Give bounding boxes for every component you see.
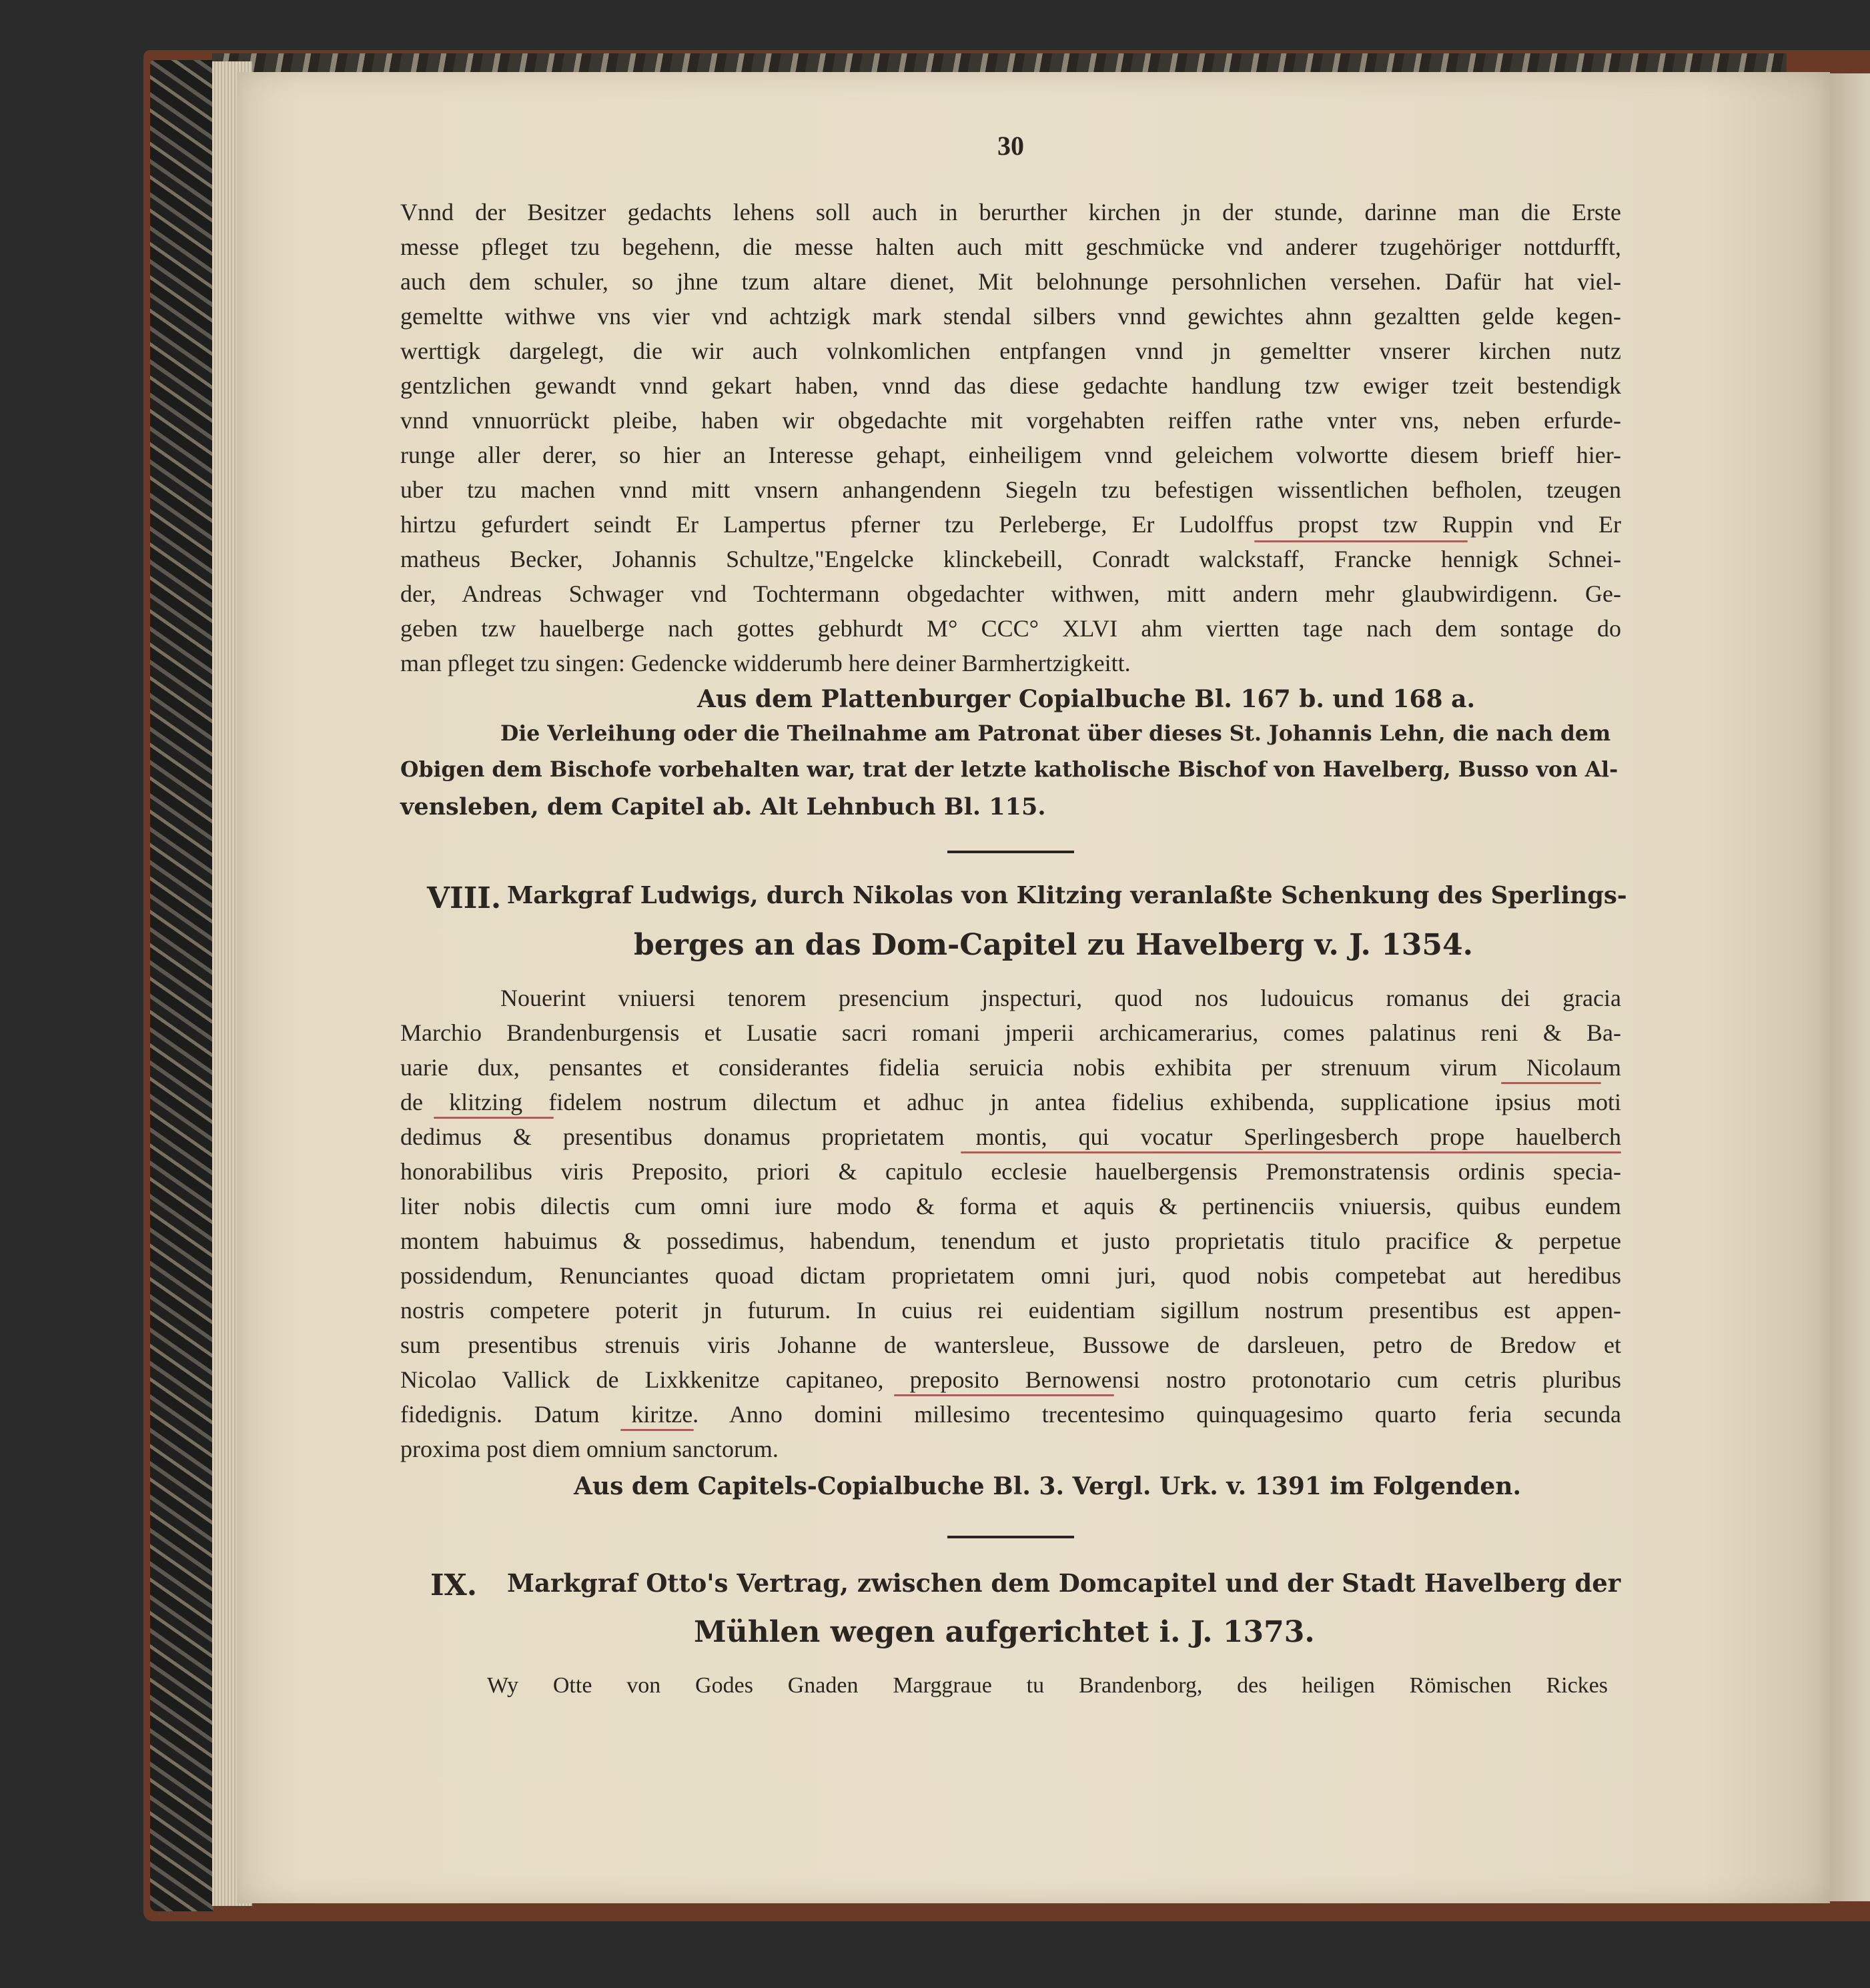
text-line: werttigk dargelegt, die wir auch volnkomlichen entpfangen vnnd jn gemeltter vnserer kirchen nutz: [400, 338, 1621, 364]
section-heading: Mühlen wegen aufgerichtet i. J. 1373.: [694, 1615, 1315, 1649]
note-line: vensleben, dem Capitel ab. Alt Lehnbuch Bl. 115.: [400, 793, 1046, 821]
text-line: sum presentibus strenuis viris Johanne de wantersleue, Bussowe de darsleuen, petro de Bredow et: [400, 1332, 1621, 1358]
text-line: vnnd vnnuorrückt pleibe, haben wir obgedachte mit vorgehabten reiffen rathe vnter vns, neben erfurde-: [400, 407, 1621, 434]
section-heading: berges an das Dom-Capitel zu Havelberg v. J. 1354.: [634, 928, 1473, 962]
text-line: nostris competere poterit jn futurum. In cuius rei euidentiam sigillum nostrum presentibus est appen-: [400, 1297, 1621, 1324]
text-line: matheus Becker, Johannis Schultze,"Engelcke klinckebeill, Conradt walckstaff, Francke hennigk Schnei-: [400, 546, 1621, 572]
marbled-top-edge: [212, 53, 1787, 72]
text-line: runge aller derer, so hier an Interesse gehapt, einheiligem vnnd geleichem volwortte diesem brieff hier-: [400, 442, 1621, 468]
pencil-underline: [894, 1394, 1114, 1396]
text-line: hirtzu gefurdert seindt Er Lampertus pferner tzu Perleberge, Er Ludolffus propst tzw Ruppin vnd Er: [400, 511, 1621, 538]
text-line: liter nobis dilectis cum omni iure modo & forma et aquis & pertinenciis vniuersis, quibus eundem: [400, 1193, 1621, 1219]
text-line: uarie dux, pensantes et considerantes fidelia seruicia nobis exhibita per strenuum virum Nicolaum: [400, 1054, 1621, 1081]
text-line: Nicolao Vallick de Lixkkenitze capitaneo, preposito Bernowensi nostro protonotario cum cetris pluribus: [400, 1366, 1621, 1393]
text-line: dedimus & presentibus donamus proprietatem montis, qui vocatur Sperlingesberch prope hauelberch: [400, 1123, 1621, 1150]
text-line: honorabilibus viris Preposito, priori & capitulo ecclesie hauelbergensis Premonstratensis ordinis specia-: [400, 1158, 1621, 1185]
source-citation: Aus dem Capitels-Copialbuche Bl. 3. Vergl. Urk. v. 1391 im Folgenden.: [574, 1472, 1522, 1500]
note-line: Obigen dem Bischofe vorbehalten war, trat der letzte katholische Bischof von Havelberg, Busso von Al-: [400, 757, 1618, 782]
text-line: man pfleget tzu singen: Gedencke widderumb here deiner Barmhertzigkeitt.: [400, 650, 1131, 676]
text-line: messe pfleget tzu begehenn, die messe halten auch mitt geschmücke vnd anderer tzugehöriger nottdurfft,: [400, 233, 1621, 260]
text-line: gentzlichen gewandt vnnd gekart haben, vnnd das diese gedachte handlung tzw ewiger tzeit bestendigk: [400, 372, 1621, 399]
text-line: Wy Otte von Godes Gnaden Marggraue tu Brandenborg, des heiligen Römischen Rickes: [487, 1673, 1608, 1698]
pencil-underline: [961, 1151, 1621, 1153]
section-heading: Markgraf Ludwigs, durch Nikolas von Klitzing veranlaßte Schenkung des Sperlings-: [507, 882, 1627, 909]
note-line: Die Verleihung oder die Theilnahme am Patronat über dieses St. Johannis Lehn, die nach dem: [500, 721, 1611, 746]
section-divider: [947, 1536, 1074, 1538]
text-line: geben tzw hauelberge nach gottes gebhurdt M° CCC° XLVI ahm viertten tage nach dem sontage do: [400, 615, 1621, 642]
pencil-underline: [1254, 540, 1468, 542]
pencil-underline: [1501, 1082, 1601, 1084]
text-line: der, Andreas Schwager vnd Tochtermann obgedachter withwen, mitt andern mehr glaubwirdigenn. Ge-: [400, 580, 1621, 607]
text-line: Marchio Brandenburgensis et Lusatie sacri romani jmperii archicamerarius, comes palatinus reni & Ba-: [400, 1019, 1621, 1046]
text-line: de klitzing fidelem nostrum dilectum et adhuc jn antea fidelius exhibenda, supplicatione ipsius moti: [400, 1089, 1621, 1115]
text-line: possidendum, Renunciantes quoad dictam proprietatem omni juri, quod nobis competebat aut heredibus: [400, 1262, 1621, 1289]
marbled-spine: [150, 60, 213, 1911]
page-number: 30: [997, 131, 1024, 161]
text-line: gemeltte withwe vns vier vnd achtzigk mark stendal silbers vnnd gewichtes ahnn gezaltten gelde kegen-: [400, 303, 1621, 330]
text-line: fidedignis. Datum kiritze. Anno domini millesimo trecentesimo quinquagesimo quarto feria secunda: [400, 1401, 1621, 1428]
source-citation: Aus dem Plattenburger Copialbuche Bl. 167 b. und 168 a.: [697, 685, 1475, 713]
text-line: proxima post diem omnium sanctorum.: [400, 1436, 779, 1462]
text-line: uber tzu machen vnnd mitt vnsern anhangendenn Siegeln tzu befestigen wissentlichen befholen, tzeugen: [400, 476, 1621, 503]
section-number: IX.: [430, 1568, 478, 1602]
text-line: montem habuimus & possedimus, habendum, tenendum et justo proprietatis titulo pracifice & perpetue: [400, 1227, 1621, 1254]
section-number: VIII.: [427, 881, 502, 915]
text-line: Vnnd der Besitzer gedachts lehens soll auch in berurther kirchen jn der stunde, darinne man die Erste: [400, 199, 1621, 225]
text-line: auch dem schuler, so jhne tzum altare dienet, Mit belohnunge persohnlichen versehen. Dafür hat viel-: [400, 268, 1621, 295]
section-heading: Markgraf Otto's Vertrag, zwischen dem Domcapitel und der Stadt Havelberg der: [507, 1568, 1621, 1598]
pencil-underline: [620, 1429, 694, 1431]
pencil-underline: [434, 1117, 554, 1119]
text-line: Nouerint vniuersi tenorem presencium jnspecturi, quod nos ludouicus romanus dei gracia: [500, 985, 1621, 1011]
section-divider: [947, 851, 1074, 853]
